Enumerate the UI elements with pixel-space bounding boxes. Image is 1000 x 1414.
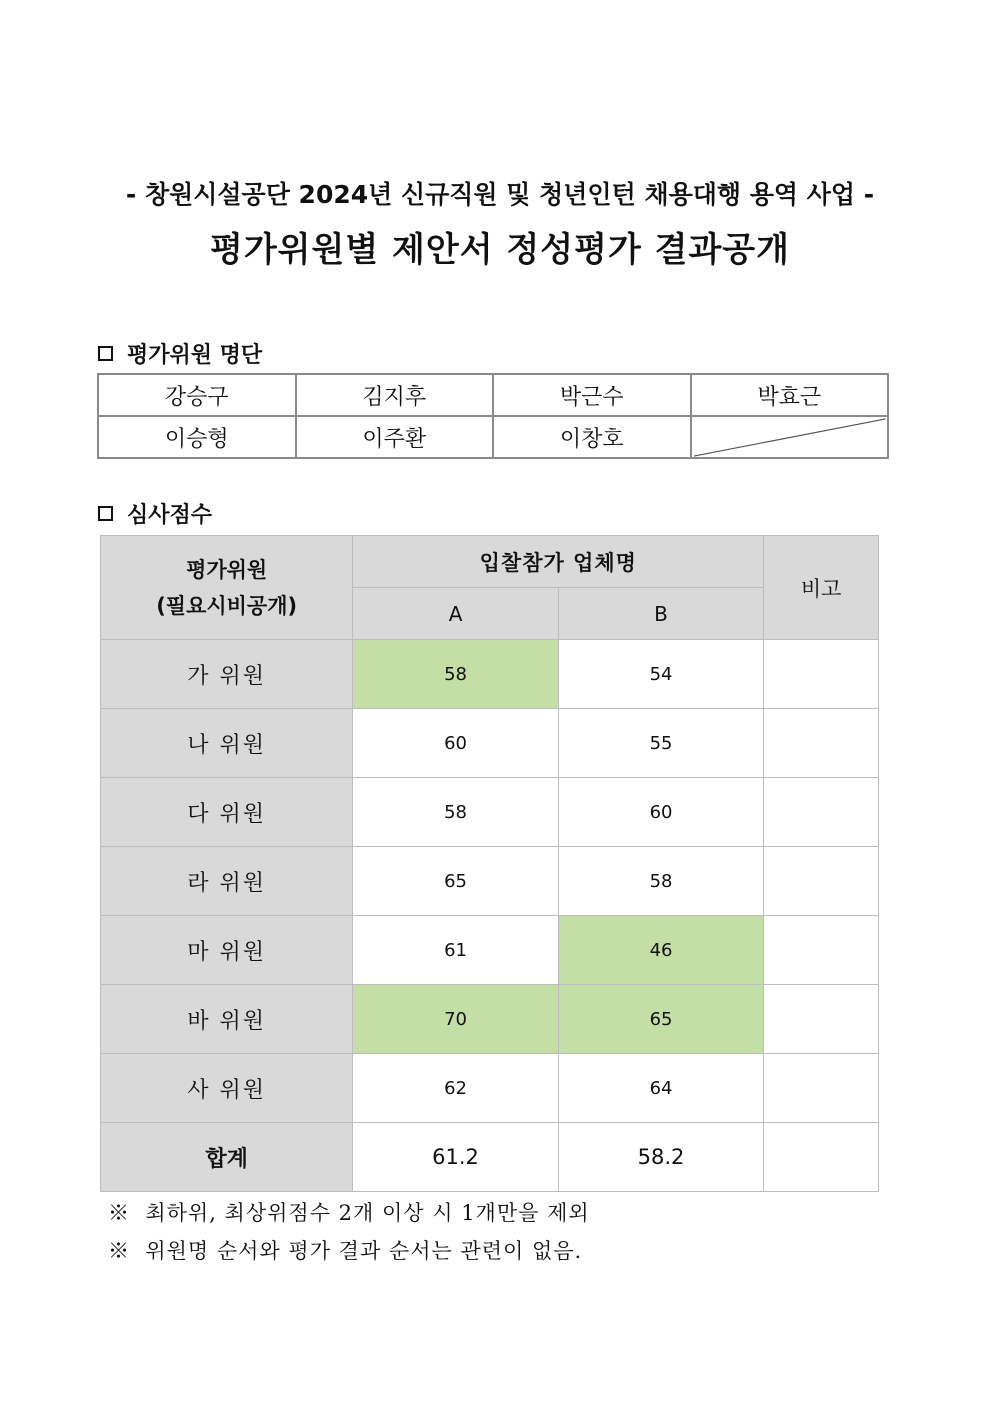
company-a-header: A <box>353 588 558 640</box>
scores-table <box>100 535 879 1192</box>
score-cell-a: 60 <box>353 709 558 778</box>
member-cell: 이승형 <box>98 416 296 458</box>
score-cell-b: 65 <box>558 985 763 1054</box>
member-cell-empty <box>691 416 889 458</box>
member-cell: 김지후 <box>296 374 494 416</box>
score-cell-b: 60 <box>558 778 763 847</box>
score-cell-b: 46 <box>558 916 763 985</box>
evaluator-header-line1: 평가위원 <box>186 557 268 582</box>
score-cell-b: 55 <box>558 709 763 778</box>
scores-heading-text: 심사점수 <box>127 503 213 528</box>
evaluator-label: 바 위원 <box>101 985 353 1054</box>
total-row <box>101 1123 879 1192</box>
document-subtitle: - 창원시설공단 2024년 신규직원 및 청년인턴 채용대행 용역 사업 - <box>125 180 875 209</box>
evaluator-label: 나 위원 <box>101 709 353 778</box>
evaluator-label: 다 위원 <box>101 778 353 847</box>
members-section-heading <box>98 338 262 369</box>
diagonal-slash-line <box>692 417 888 457</box>
score-row <box>101 709 879 778</box>
note-cell <box>764 709 879 778</box>
checkbox-square-icon <box>98 346 113 361</box>
note-cell <box>764 985 879 1054</box>
scores-section-heading <box>98 498 212 529</box>
member-cell: 강승구 <box>98 374 296 416</box>
total-label: 합계 <box>101 1123 353 1192</box>
score-row <box>101 847 879 916</box>
checkbox-square-icon <box>98 506 113 521</box>
evaluator-label: 라 위원 <box>101 847 353 916</box>
score-cell-b: 58 <box>558 847 763 916</box>
evaluator-header <box>101 536 353 640</box>
company-header: 입찰참가 업체명 <box>353 536 764 588</box>
score-cell-a: 62 <box>353 1054 558 1123</box>
member-cell: 박효근 <box>691 374 889 416</box>
score-row <box>101 640 879 709</box>
total-cell-a: 61.2 <box>353 1123 558 1192</box>
footnotes <box>108 1194 590 1270</box>
score-row <box>101 1054 879 1123</box>
document-title: 평가위원별 제안서 정성평가 결과공개 <box>209 230 790 270</box>
member-cell: 박근수 <box>493 374 691 416</box>
score-row <box>101 985 879 1054</box>
note-cell <box>764 778 879 847</box>
note-cell <box>764 1054 879 1123</box>
member-cell: 이주환 <box>296 416 494 458</box>
company-b-header: B <box>558 588 763 640</box>
note-header: 비고 <box>764 536 879 640</box>
score-cell-a: 58 <box>353 640 558 709</box>
total-note-cell <box>764 1123 879 1192</box>
evaluator-header-line2: (필요시비공개) <box>156 593 298 618</box>
score-cell-a: 65 <box>353 847 558 916</box>
score-cell-a: 58 <box>353 778 558 847</box>
note-cell <box>764 847 879 916</box>
score-row <box>101 778 879 847</box>
score-cell-a: 61 <box>353 916 558 985</box>
footnote: ※ 최하위, 최상위점수 2개 이상 시 1개만을 제외 <box>108 1201 590 1225</box>
score-cell-b: 54 <box>558 640 763 709</box>
footnote: ※ 위원명 순서와 평가 결과 순서는 관련이 없음. <box>108 1239 583 1263</box>
score-cell-a: 70 <box>353 985 558 1054</box>
scores-header-row <box>101 536 879 588</box>
total-cell-b: 58.2 <box>558 1123 763 1192</box>
note-cell <box>764 916 879 985</box>
members-table <box>97 373 889 459</box>
members-row <box>98 374 888 416</box>
score-cell-b: 64 <box>558 1054 763 1123</box>
note-cell <box>764 640 879 709</box>
evaluator-label: 가 위원 <box>101 640 353 709</box>
members-row <box>98 416 888 458</box>
member-cell: 이창호 <box>493 416 691 458</box>
members-heading-text: 평가위원 명단 <box>127 343 263 368</box>
score-row <box>101 916 879 985</box>
evaluator-label: 사 위원 <box>101 1054 353 1123</box>
evaluator-label: 마 위원 <box>101 916 353 985</box>
